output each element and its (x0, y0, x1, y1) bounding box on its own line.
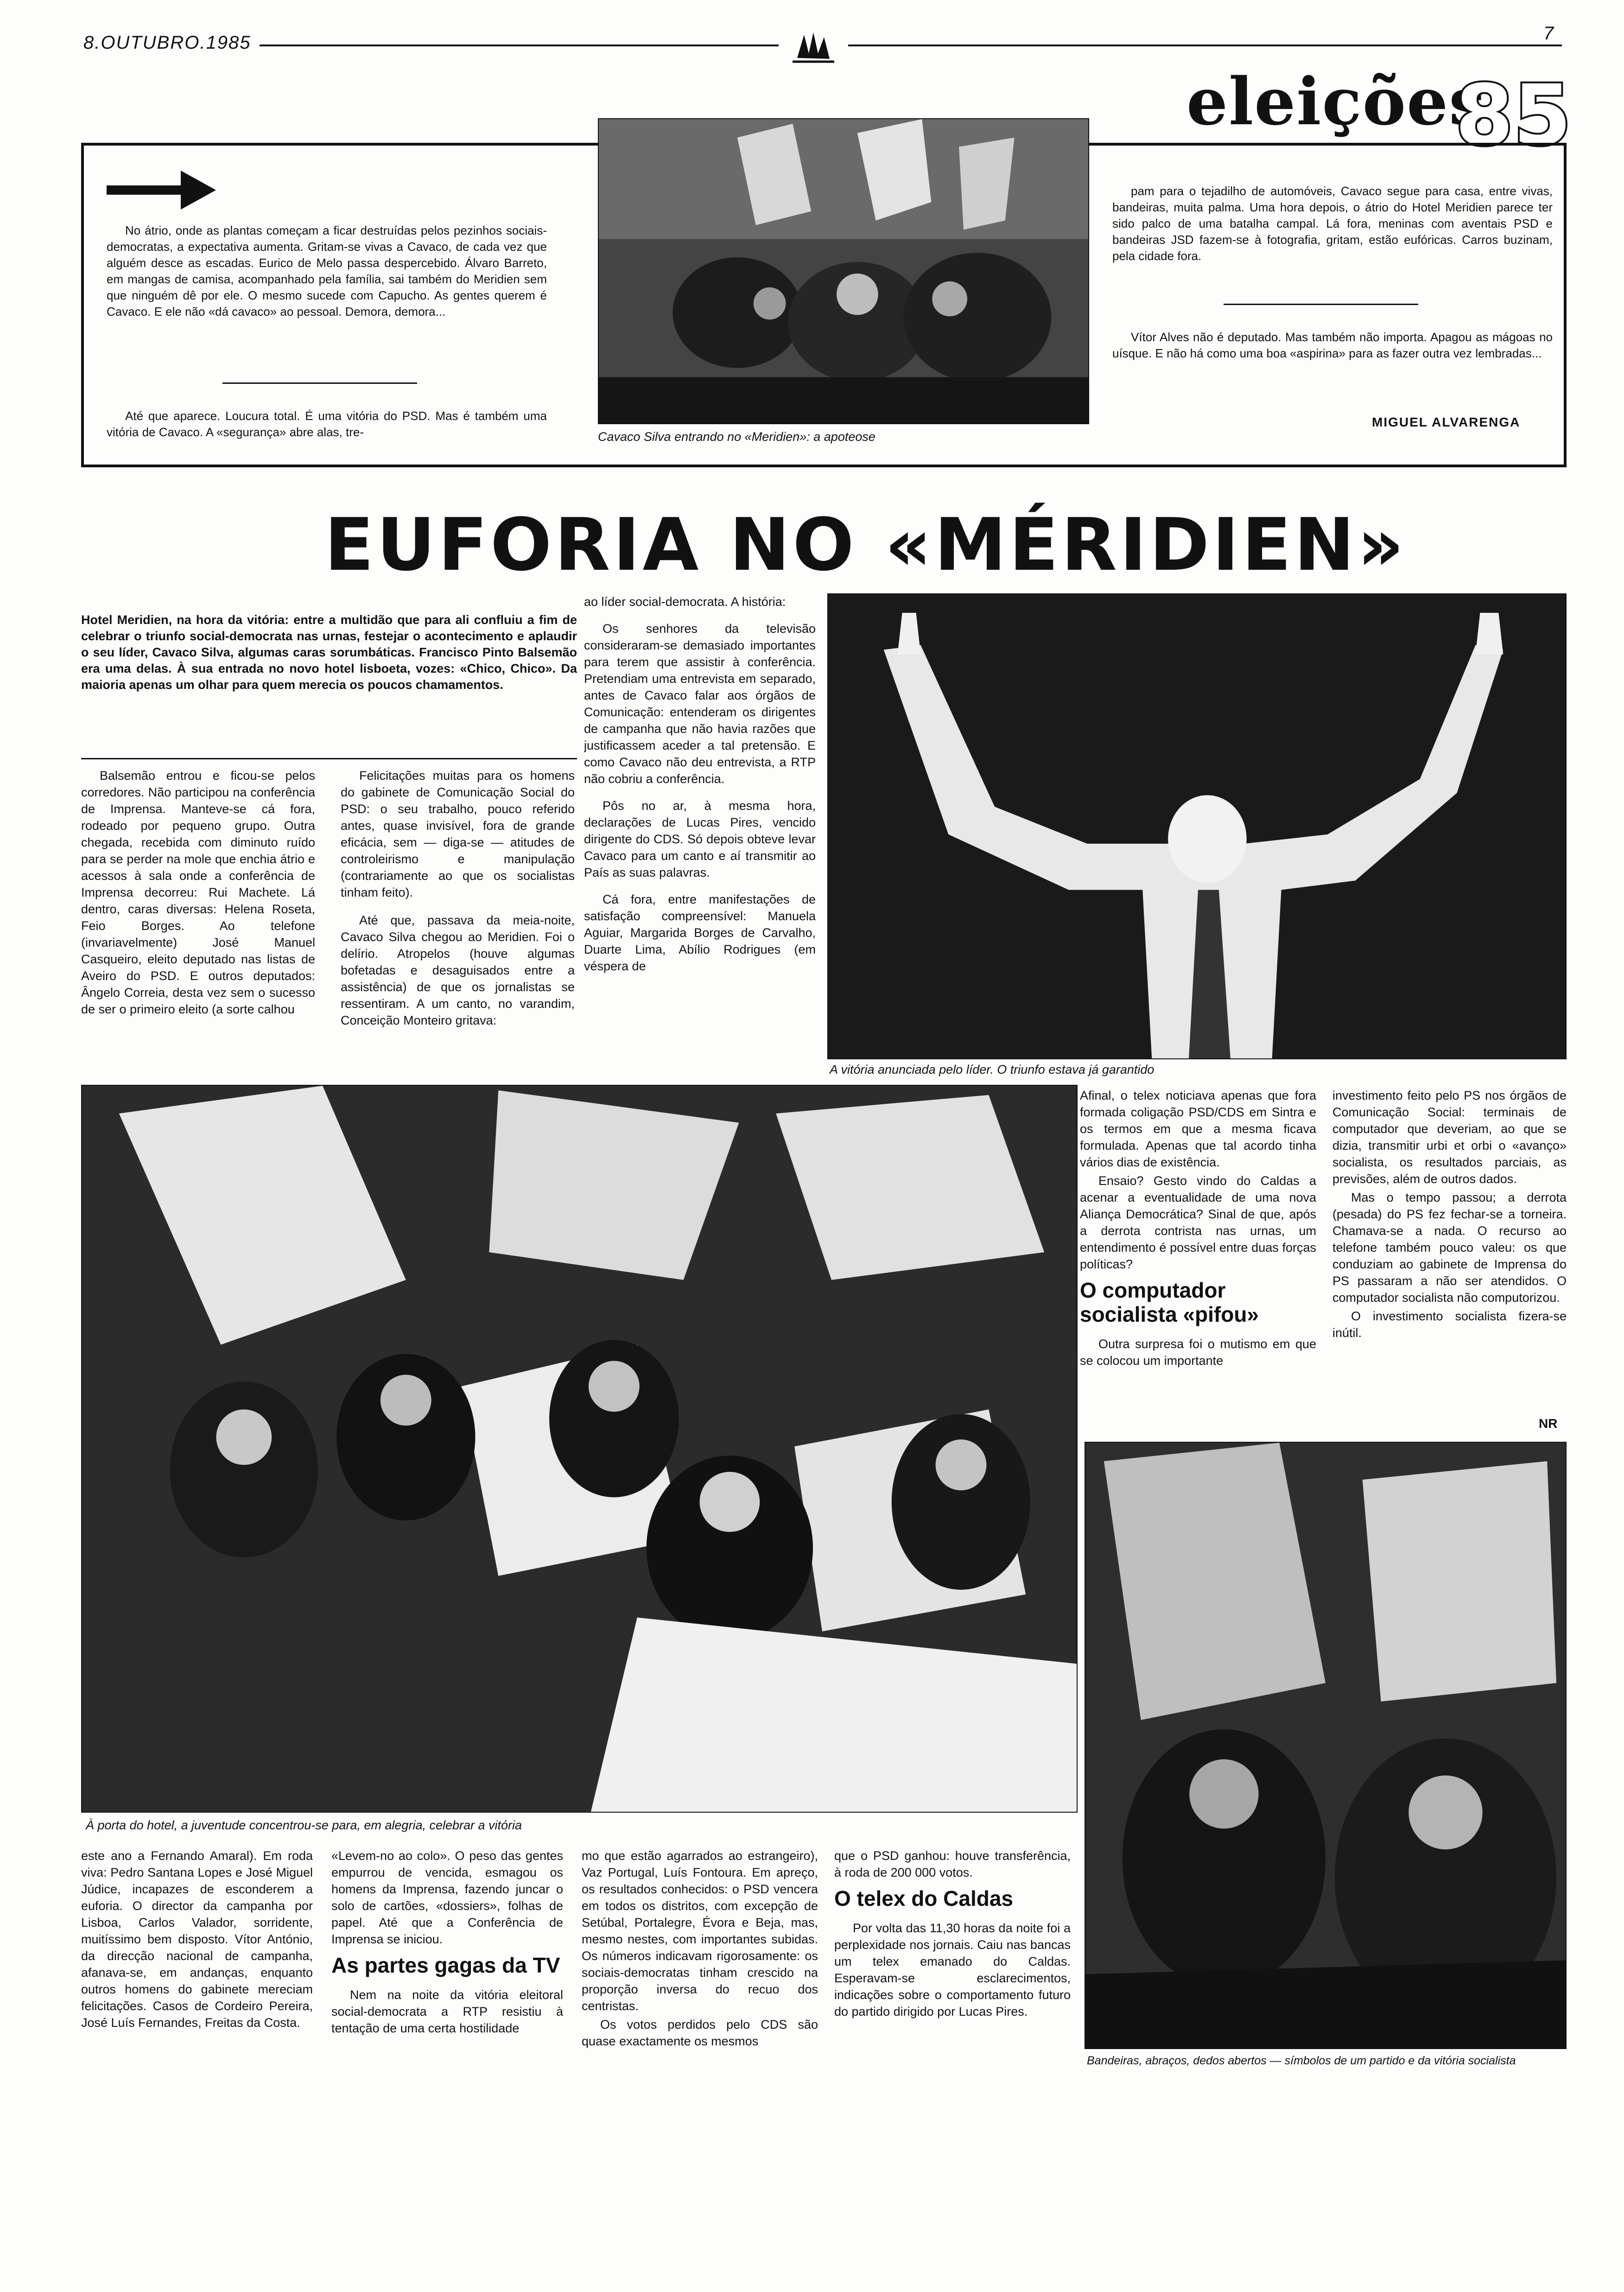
section-year: 85 (1455, 67, 1572, 164)
bottom-col2-p2: Nem na noite da vitória eleitoral social-democrata a RTP resistiu à tentação de uma certa hostilidade (331, 1988, 563, 2035)
top-left-p2: Até que aparece. Loucura total. É uma vitória do PSD. Mas é também uma vitória de Cavaco. A «segurança» abre alas, tre- (107, 409, 547, 439)
mid-col-2 (1332, 1087, 1567, 1412)
header-rule-right (848, 45, 1562, 46)
photo-cavaco-entering (598, 118, 1089, 424)
body-col-3 (584, 593, 816, 1087)
photo-leader-victory (827, 593, 1567, 1059)
photo-youth-caption: À porta do hotel, a juventude concentrou-se para, em alegria, celebrar a vitória (86, 1818, 522, 1832)
bottom-col-1 (81, 1847, 313, 2107)
bottom-col-4 (834, 1847, 1071, 2107)
col2-p1: Felicitações muitas para os homens do gabinete de Comunicação Social do PSD: o seu trabalho, pouco referido antes, quase invisível, fora de grande eficácia, sem — diga-se — atitudes de controleirismo e manipulação (contrariamente ao que os socialistas tinham feito). (341, 769, 575, 899)
top-right-divider (1224, 304, 1418, 305)
top-right-p1: pam para o tejadilho de automóveis, Cavaco segue para casa, entre vivas, bandeiras, muita palma. Uma hora depois, o átrio do Hotel Meridien parece ter sido palco de uma batalha campal. Lá fora, meninas com aventais PSD e bandeiras JSD fazem-se à fotografia, gritam, estão eufóricas. Carros buzinam, pela cidade fora. (1112, 184, 1553, 263)
top-left-p1: No átrio, onde as plantas começam a ficar destruídas pelos pezinhos sociais-democratas, a expectativa aumenta. Gritam-se vivas a Cavaco, de cada vez que alguém desce as escadas. Eurico de Melo passa despercebido. Álvaro Barreto, em mangas de camisa, acompanhado pela família, sai também do Meridien sem que ninguém dê por ele. O mesmo sucede com Capucho. As gentes querem é Cavaco. E ele não «dá cavaco» ao pessoal. Demora, demora... (107, 223, 547, 318)
col3-p1: ao líder social-democrata. A história: (584, 595, 786, 609)
date-line: 8.OUTUBRO.1985 (83, 32, 251, 53)
mid-col1-p3: Outra surpresa foi o mutismo em que se colocou um importante (1080, 1337, 1316, 1368)
subhead-partes-gagas: As partes gagas da TV (331, 1953, 560, 1977)
body-col-2 (341, 767, 575, 1087)
bottom-col3-p1: mo que estão agarrados ao estrangeiro), Vaz Portugal, Luís Fontoura. Em apreço, os resultados conhecidos: o PSD vencera em todos os distritos, com excepção de Setúbal, Portalegre, Évora e Beja, mas, mesmo nestes, com importantes subidas. Os números indicavam rigorosamente: os sociais-democratas tinham crescido na proporção inversa do recuo dos centristas. (582, 1849, 818, 2013)
bottom-col3-p2: Os votos perdidos pelo CDS são quase exactamente os mesmos (582, 2018, 818, 2048)
headline: EUFORIA NO «MÉRIDIEN» (324, 503, 1407, 587)
top-box-right-text-2 (1112, 329, 1553, 363)
top-right-p2: Vítor Alves não é deputado. Mas também não importa. Apagou as mágoas no uísque. E não há como uma boa «aspirina» para as fazer outra vez lembradas... (1112, 330, 1553, 360)
photo-flags-caption: Bandeiras, abraços, dedos abertos — símbolos de um partido e da vitória socialista (1087, 2054, 1516, 2067)
mid-col-1 (1080, 1087, 1316, 1435)
subhead-computador: O computador socialista «pifou» (1080, 1278, 1259, 1326)
col3-p2: Os senhores da televisão consideraram-se demasiado importantes para terem que assistir à conferência. Pretendiam uma entrevista em separado, antes de Cavaco falar aos órgãos de Comunicação: entenderam os dirigentes de campanha que não havia razões que justificassem aceder a tal pretensão. E como Cavaco não deu entrevista, a RTP não cobriu a conferência. (584, 622, 816, 786)
bottom-col4-p2: Por volta das 11,30 horas da noite foi a perplexidade nos jornais. Caiu nas bancas um telex emanado do Caldas. Esperavam-se esclarecimentos, indicações sobre o comportamento futuro do partido dirigido por Lucas Pires. (834, 1921, 1071, 2018)
bottom-col-2 (331, 1847, 563, 2107)
lead-rule (81, 758, 577, 759)
photo-cavaco-entering-caption: Cavaco Silva entrando no «Meridien»: a apoteose (598, 430, 875, 444)
bottom-col1-text: este ano a Fernando Amaral). Em roda viva: Pedro Santana Lopes e José Miguel Júdice, incapazes de esconderem a euforia. O director da campanha por Lisboa, Carlos Valador, sorridente, muitíssimo bem disposto. Vítor António, da direcção nacional de campanha, afanava-se, em andanças, enquanto outros homens do gabinete mereciam felicitações. Casos de Cordeiro Pereira, José Luís Fernandes, Freitas da Costa. (81, 1849, 313, 2030)
photo-youth-celebration (81, 1085, 1078, 1813)
header-rule-left (260, 45, 779, 46)
bottom-col2-p1: «Levem-no ao colo». O peso das gentes empurrou de vencida, esmagou os homens da Imprensa, fazendo juncar o solo de cartões, «dossiers», folhas de papel. Até que a Conferência de Imprensa se iniciou. (331, 1849, 563, 1946)
bottom-col4-p1: que o PSD ganhou: houve transferência, à roda de 200 000 votos. (834, 1849, 1071, 1879)
bottom-col-3 (582, 1847, 818, 2107)
subhead-telex-caldas: O telex do Caldas (834, 1886, 1014, 1910)
mid-col2-signature: NR (1539, 1416, 1558, 1431)
col2-p2: Até que, passava da meia-noite, Cavaco Silva chegou ao Meridien. Foi o delírio. Atropelos (houve algumas bofetadas e desaguisados entre a assistência) de que os jornalistas se ressentiram. A um canto, no varandim, Conceição Monteiro gritava: (341, 913, 575, 1027)
col3-p3: Pôs no ar, à mesma hora, declarações de Lucas Pires, vencido dirigente do CDS. Só depois obteve levar Cavaco para um canto e aí transmitir ao País as suas palavras. (584, 799, 816, 879)
page-number: 7 (1543, 23, 1554, 44)
body-col-1 (81, 767, 315, 1087)
photo-leader-caption: A vitória anunciada pelo líder. O triunfo estava já garantido (830, 1063, 1155, 1076)
mid-col2-p1: investimento feito pelo PS nos órgãos de Comunicação Social: terminais de computador que deveriam, ao que se dizia, transmitir urbi et orbi o «avanço» socialista, os resultados parciais, as previsões, além de outros dados. (1332, 1089, 1567, 1186)
top-left-divider (222, 382, 417, 384)
section-word: eleições (1186, 64, 1487, 140)
col1-text: Balsemão entrou e ficou-se pelos corredores. Não participou na conferência de Imprensa. Manteve-se cá fora, rodeado por pequeno grupo. Outra chegada, recebida com diminuto ruído para se perder na mole que enchia átrio e acessos à sala onde a conferência de Imprensa decorreu: Rui Machete. Lá dentro, caras diversas: Helena Roseta, Feio Borges. Ao telefone (invariavelmente) José Manuel Casqueiro, eleito deputado nas listas de Aveiro do PSD. E outros deputados: Ângelo Correia, desta vez sem o sucesso de ser o primeiro eleito (a sorte calhou (81, 769, 315, 1016)
top-box-right-text (1112, 183, 1553, 266)
top-box-left-text-2 (107, 408, 547, 442)
byline-signature: MIGUEL ALVARENGA (1372, 415, 1521, 429)
mid-col2-p2: Mas o tempo passou; a derrota (pesada) do PS fez fechar-se a torneira. Chamava-se a nada. O recurso ao telefone também pouco valeu: os que conduziam ao gabinete de Imprensa do PS passaram a não ser atendidos. O computador socialista não computorizou. (1332, 1191, 1567, 1305)
top-box-left-text (107, 223, 547, 322)
mid-col2-p3: O investimento socialista fizera-se inútil. (1332, 1309, 1567, 1340)
mid-col1-p2: Ensaio? Gesto vindo do Caldas a acenar a eventualidade de uma nova Aliança Democrática? Sinal de que, após a derrota contrista nas urnas, um entendimento é possível entre duas forças políticas? (1080, 1174, 1316, 1271)
mid-col1-p1: Afinal, o telex noticiava apenas que fora formada coligação PSD/CDS em Sintra e os termos em que a mesma ficava formulada. Apenas que tal acordo tinha vários dias de existência. (1080, 1089, 1316, 1169)
article-lead: Hotel Meridien, na hora da vitória: entre a multidão que para ali confluiu a fim de celebrar o triunfo social-democrata nas urnas, festejar o acontecimento e aplaudir o seu líder, Cavaco Silva, algumas caras sorumbáticas. Francisco Pinto Balsemão era uma delas. À sua entrada no novo hotel lisboeta, vozes: «Chico, Chico». Da maioria apenas um olhar para quem merecia os poucos chamamentos. (81, 613, 577, 692)
col3-p4: Cá fora, entre manifestações de satisfação compreensível: Manuela Aguiar, Margarida Borges de Carvalho, Duarte Lima, Abílio Rodrigues (em véspera de (584, 892, 816, 973)
photo-flags-embraces (1085, 1442, 1567, 2049)
arrow-icon (107, 167, 218, 213)
section-label (1186, 64, 1572, 164)
masthead-logo-icon (788, 25, 839, 67)
